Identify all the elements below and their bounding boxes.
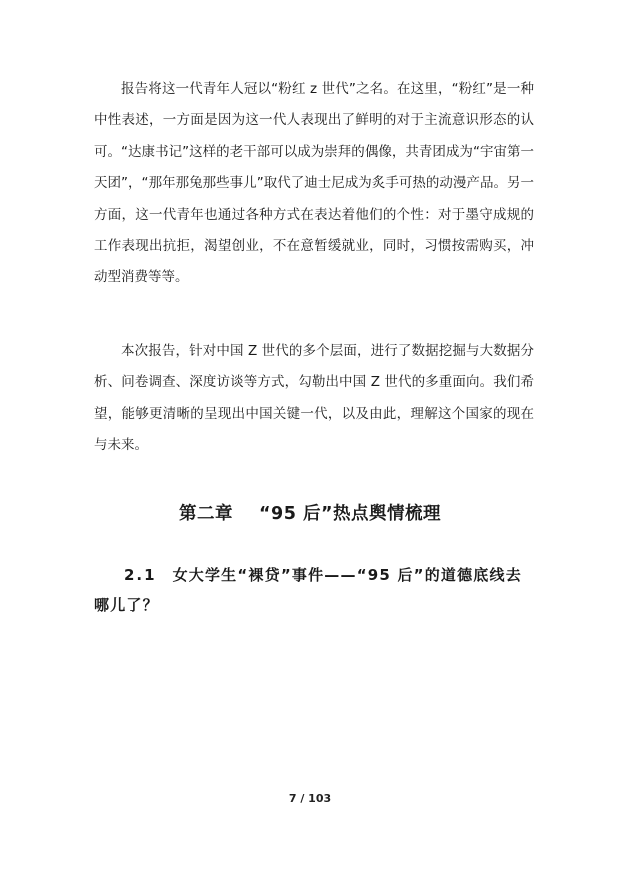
- chapter-number: 第二章: [179, 504, 234, 524]
- section-title: 女大学生“裸贷”事件——“95 后”的道德底线去哪儿了？: [94, 566, 522, 614]
- section-number: 2.1: [124, 566, 157, 584]
- body-paragraph-2: 本次报告，针对中国 Z 世代的多个层面，进行了数据挖掘与大数据分析、问卷调查、深度访谈等方式，勾勒出中国 Z 世代的多重面向。我们希望，能够更清晰的呈现出中国关键一代，以及由此，理解这个国家的现在与未来。: [94, 343, 534, 454]
- body-paragraph-1: 报告将这一代青年人冠以“粉红 z 世代”之名。在这里，“粉红”是一种中性表述，一方面是因为这一代人表现出了鲜明的对于主流意识形态的认可。“达康书记”这样的老干部可以成为崇拜的偶像，共青团成为“宇宙第一天团”，“那年那兔那些事儿”取代了迪士尼成为炙手可热的动漫产品。另一方面，这一代青年也通过各种方式在表达着他们的个性：对于墨守成规的工作表现出抗拒，渴望创业，不在意暂缓就业，同时，习惯按需购买，冲动型消费等等。: [94, 81, 534, 286]
- chapter-heading: [0, 500, 620, 525]
- page-number: 7 / 103: [288, 792, 332, 805]
- chapter-title: “95 后”热点舆情梳理: [259, 504, 441, 524]
- section-heading: [94, 560, 534, 620]
